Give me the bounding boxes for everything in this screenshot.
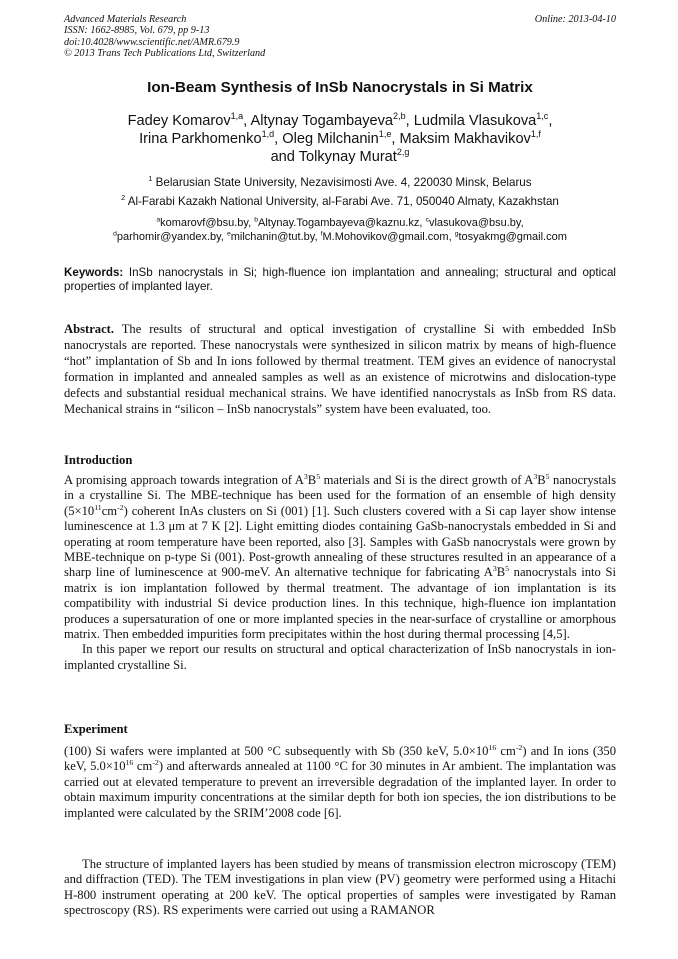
author-name: Maksim Makhavikov <box>399 131 531 147</box>
email-link[interactable]: vlasukova@bsu.by, <box>428 217 524 229</box>
author-affil-mark: 1,a <box>230 111 244 122</box>
keywords-text: InSb nanocrystals in Si; high-fluence ion implantation and annealing; structural and optical properties of implanted layer. <box>64 266 616 294</box>
affiliation-text: Al-Farabi Kazakh National University, al-Farabi Ave. 71, 050040 Almaty, Kazakhstan <box>127 195 559 208</box>
author-affil-mark: 1,e <box>378 129 392 140</box>
email-mark: b <box>254 216 259 224</box>
affiliation-1 <box>64 176 616 190</box>
abstract-label: Abstract. <box>64 322 115 336</box>
copyright-line: © 2013 Trans Tech Publications Ltd, Switzerland <box>64 48 266 60</box>
affiliation-number: 2 <box>121 193 126 203</box>
author-list: Fadey Komarov$^{1,a}$, Altynay Togambayeva$^{2,b}$, Ludmila Vlasukova$^{1,c}$, Irina Parkhomenko$^{1,d}$, Oleg Milchanin$^{1,e}$, Maksim Makhavikov$^{1,f}$ and Tolkynay Murat$^{2,g}$ <box>127 111 553 165</box>
email-link[interactable]: tosyakmg@gmail.com <box>458 231 567 244</box>
affiliation-number: 1 <box>148 174 153 184</box>
email-link[interactable]: milchanin@tut.by, <box>230 231 318 244</box>
author-affil-mark: 2,b <box>393 111 406 122</box>
section-heading-introduction: Introduction <box>64 453 133 467</box>
email-mark: g <box>454 230 459 238</box>
author-name: Oleg Milchanin <box>282 131 379 147</box>
affiliation-2 <box>64 195 616 209</box>
email-mark: f <box>320 230 323 238</box>
experiment-paragraph-2: The structure of implanted layers has been studied by means of transmission electron microscopy (TEM) and diffraction (TED). The TEM investigations in plan view (PV) geometry were performed using a Hitachi H-800 instrument operating at 200 keV. The optical properties of samples were investigated by Raman spectroscopy (RS). RS experiments were carried out using a RAMANOR <box>64 857 616 918</box>
keywords-block <box>64 266 616 295</box>
journal-name: Advanced Materials Research <box>64 14 187 25</box>
author-name: Altynay Togambayeva <box>250 113 394 129</box>
author-affil-mark: 1,d <box>261 129 275 140</box>
email-link[interactable]: parhomir@yandex.by, <box>116 231 224 244</box>
abstract-block <box>64 321 616 417</box>
email-link[interactable]: M.Mohovikov@gmail.com, <box>322 231 452 244</box>
email-list <box>64 216 616 245</box>
keywords-label: Keywords: <box>64 266 124 279</box>
author-name: Tolkynay Murat <box>298 149 397 165</box>
author-affil-mark: 1,c <box>536 111 549 122</box>
email-link[interactable]: komarovf@bsu.by, <box>160 217 252 229</box>
abstract-text: The results of structural and optical investigation of crystalline Si with embedded InSb nanocrystals are reported. These nanocrystals were synthesized in silicon matrix by means of high-fluence “hot” implantation of Sb and In ions followed by thermal treatment. TEM gives an evidence of nanocrystal formation in implanted and annealed samples as well as an existence of microtwins and dislocation-type defects and substantial residual mechanical strains. We have identified nanocrystals as InSb from RS data. Mechanical strains in “silicon – InSb nanocrystals” system have been evaluated, too. <box>64 322 617 416</box>
author-affil-mark: 1,f <box>530 129 541 140</box>
journal-header <box>64 14 616 60</box>
email-mark: c <box>425 216 429 224</box>
email-mark: d <box>113 230 117 238</box>
email-link[interactable]: Altynay.Togambayeva@kaznu.kz, <box>258 217 423 229</box>
introduction-body <box>64 473 616 673</box>
author-name: Irina Parkhomenko <box>139 131 262 147</box>
email-mark: e <box>226 230 231 238</box>
online-date: Online: 2013-04-10 <box>534 14 616 25</box>
section-heading-experiment: Experiment <box>64 722 128 736</box>
doi-line: doi:10.4028/www.scientific.net/AMR.679.9 <box>64 36 240 48</box>
email-mark: a <box>156 216 161 224</box>
author-affil-mark: 2,g <box>396 147 410 158</box>
experiment-paragraph-1: (100) Si wafers were implanted at 500 °C subsequently with Sb (350 keV, $5.0\times 10^{16}$ $cm^{-2}$) and In ions (350 keV, $5.0\times 10^{16}$ $cm^{-2}$) and afterwards annealed at 1100 °C for 30 minutes in Ar ambient. The implantation was carried out at elevated temperature to prevent an irreversible degradation of the implanted layer. In order to obtain maximum impurity concentrations at the similar depth for both ion species, the ion distributions to be implanted were calculated by the SRIM’2008 code [6]. <box>64 742 617 820</box>
author-and: and <box>270 149 295 165</box>
affiliation-text: Belarusian State University, Nezavisimosti Ave. 4, 220030 Minsk, Belarus <box>155 176 532 189</box>
author-name: Fadey Komarov <box>127 113 231 129</box>
introduction-paragraph-2: In this paper we report our results on structural and optical characterization of InSb nanocrystals in ion-implanted crystalline Si. <box>64 642 616 672</box>
introduction-paragraph-1: A promising approach towards integration of $A^3B^5$ materials and Si is the direct growth of $A^3B^5$ nanocrystals in a crystalline Si. The MBE-technique has been used for the formation of an ensemble of high density $(5\times 10^{11}cm^{-2})$ coherent InAs clusters on Si (001) [1]. Such clusters covered with a Si cap layer show intense luminescence at 1.3 μm at 7 K [2]. Light emitting diodes containing GaSb-nanocrystals embedded in Si and operating at room temperature have been reported, also [3]. Samples with GaSb nanocrystals were grown by MBE-technique on p-type Si (001). Post-growth annealing of these structures resulted in an appearance of a sharp line of luminescence at 900-meV. An alternative technique for fabricating $A^3B^5$ nanocrystals into Si matrix is ion implantation followed by thermal treatment. The advantage of ion implantation is its compatibility with industrial Si device production lines. In this technique, high-fluence ion implantation produces a supersaturation of one or more implanted species in the near-surface of crystalline or amorphous matrix. Then embedded impurities form precipitates within the host during thermal processing [4,5]. <box>64 471 616 642</box>
issn-line: ISSN: 1662-8985, Vol. 679, pp 9-13 <box>64 25 210 37</box>
author-name: Ludmila Vlasukova <box>413 113 537 129</box>
paper-title: Ion-Beam Synthesis of InSb Nanocrystals in Si Matrix <box>147 79 533 96</box>
